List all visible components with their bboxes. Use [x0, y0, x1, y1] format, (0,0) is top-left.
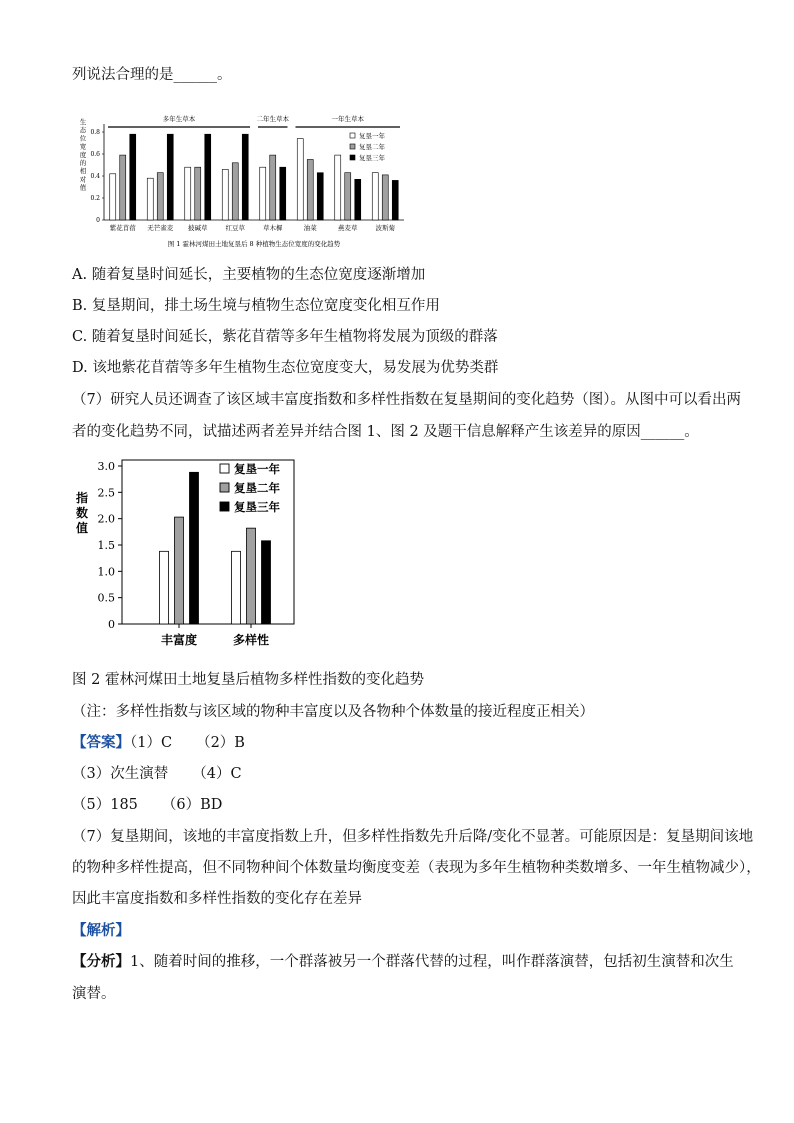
bar [297, 139, 303, 220]
legend-label: 复垦二年 [359, 143, 385, 151]
bar [222, 169, 228, 220]
answer-7-line-2: 的物种多样性提高，但不同物种间个体数量均衡度变差（表现为多年生植物种类数增多、一年生植物减少）， [72, 860, 761, 876]
legend-swatch [220, 464, 229, 473]
answer-2: （2）B [196, 735, 245, 751]
legend-swatch [220, 502, 229, 511]
legend-swatch [350, 133, 355, 138]
bar [130, 134, 136, 220]
analysis-fenxi-tag: 【分析】 [72, 953, 130, 970]
bar [157, 173, 163, 220]
bar [280, 167, 286, 220]
bar [262, 541, 271, 624]
bar [307, 160, 313, 221]
answer-line-1 [72, 734, 245, 752]
legend-label: 复垦三年 [234, 500, 280, 514]
y-tick-label: 2.0 [97, 512, 115, 526]
y-tick-label: 0.4 [90, 173, 100, 180]
bar [195, 167, 201, 220]
y-tick-label: 1.0 [97, 565, 115, 579]
bar [335, 155, 341, 220]
bar [160, 551, 169, 624]
analysis-line-2: 演替。 [72, 986, 116, 1002]
bar [355, 179, 361, 220]
x-tick-label: 红豆草 [225, 224, 245, 232]
bar [232, 551, 241, 624]
option-b: B. 复垦期间，排土场生境与植物生态位宽度变化相互作用 [72, 298, 440, 314]
x-tick-label: 无芒雀麦 [147, 224, 174, 232]
bar [247, 528, 256, 624]
analysis-tag: 【解析】 [72, 922, 130, 939]
x-tick-label: 紫花苜蓿 [109, 224, 136, 232]
legend-swatch [350, 144, 355, 149]
analysis-line-1 [72, 953, 734, 971]
y-tick-label: 3.0 [97, 460, 115, 473]
x-tick-label: 燕麦草 [338, 224, 358, 232]
bar [382, 175, 388, 220]
analysis-text-1: 1、随着时间的推移，一个群落被另一个群落代替的过程，叫作群落演替，包括初生演替和次生 [130, 954, 734, 970]
y-tick-label: 0.6 [90, 151, 100, 158]
x-tick-label: 油菜 [303, 224, 317, 232]
y-axis-label: 指数值 [75, 491, 89, 535]
y-tick-label: 2.5 [97, 486, 115, 500]
option-c: C. 随着复垦时间延长，紫花苜蓿等多年生植物将发展为顶级的群落 [72, 329, 498, 345]
bar [175, 517, 184, 624]
x-tick-label: 草木樨 [263, 224, 283, 232]
bar [260, 167, 266, 220]
group-label: 一年生草本 [331, 115, 364, 123]
y-tick-label: 0.5 [97, 591, 115, 605]
bar [167, 134, 173, 220]
figure-2-note: （注：多样性指数与该区域的物种丰富度以及各物种个体数量的接近程度正相关） [72, 704, 594, 720]
question-7-line-1: （7）研究人员还调查了该区域丰富度指数和多样性指数在复垦期间的变化趋势（图）。从图中可以看出两 [72, 392, 741, 408]
answer-3: （3）次生演替 [72, 766, 169, 782]
bar [317, 173, 323, 220]
x-tick-label: 披碱草 [188, 224, 208, 232]
bar [345, 173, 351, 220]
chart-title: 图 1 霍林河煤田土地复垦后 8 种植物生态位宽度的变化趋势 [167, 240, 341, 248]
y-tick-label: 1.5 [97, 539, 115, 552]
answer-7-line-1: （7）复垦期间，该地的丰富度指数上升，但多样性指数先升后降/变化不显著。可能原因是：复垦期间该地 [72, 829, 754, 845]
question-intro: 列说法合理的是______。 [72, 67, 232, 83]
figure-1-chart [78, 106, 408, 254]
legend-label: 复垦一年 [234, 462, 280, 476]
bar [110, 174, 116, 220]
x-tick-label: 多样性 [232, 633, 270, 647]
legend-label: 复垦三年 [359, 154, 385, 162]
y-tick-label: 0 [108, 618, 115, 631]
answer-4: （4）C [192, 766, 242, 782]
figure-2-caption: 图 2 霍林河煤田土地复垦后植物多样性指数的变化趋势 [72, 672, 424, 688]
answer-1: （1）C [130, 735, 173, 751]
bar [120, 155, 126, 220]
option-d: D. 该地紫花苜蓿等多年生植物生态位宽度变大，易发展为优势类群 [72, 360, 499, 376]
x-tick-label: 波斯菊 [375, 224, 395, 232]
y-axis-label: 生态位宽度的相对值 [79, 118, 87, 192]
group-label: 多年生草本 [162, 115, 196, 123]
bar [185, 167, 191, 220]
question-7-line-2: 者的变化趋势不同，试描述两者差异并结合图 1、图 2 及题干信息解释产生该差异的原因______。 [72, 424, 699, 440]
answer-tag: 【答案】 [72, 734, 130, 751]
legend-swatch [350, 155, 355, 160]
y-tick-label: 0 [96, 217, 100, 224]
legend-label: 复垦一年 [359, 132, 385, 140]
y-tick-label: 0.8 [90, 129, 100, 136]
bar [372, 173, 378, 220]
x-tick-label: 丰富度 [160, 633, 198, 647]
group-label: 二年生草本 [256, 115, 289, 123]
answer-5: （5）185 [72, 797, 138, 813]
figure-2-chart [72, 456, 312, 656]
answer-7-line-3: 因此丰富度指数和多样性指数的变化存在差异 [72, 891, 362, 907]
bar [205, 134, 211, 220]
answer-line-3 [72, 796, 222, 814]
bar [147, 178, 153, 220]
legend-swatch [220, 483, 229, 492]
bar [270, 155, 276, 220]
legend-label: 复垦二年 [234, 481, 280, 495]
bar [242, 134, 248, 220]
bar [190, 472, 199, 624]
option-a: A. 随着复垦时间延长，主要植物的生态位宽度逐渐增加 [72, 267, 426, 283]
bar [392, 180, 398, 220]
answer-line-2 [72, 765, 242, 783]
answer-6: （6）BD [161, 797, 223, 813]
y-tick-label: 0.2 [90, 195, 100, 202]
bar [232, 163, 238, 220]
